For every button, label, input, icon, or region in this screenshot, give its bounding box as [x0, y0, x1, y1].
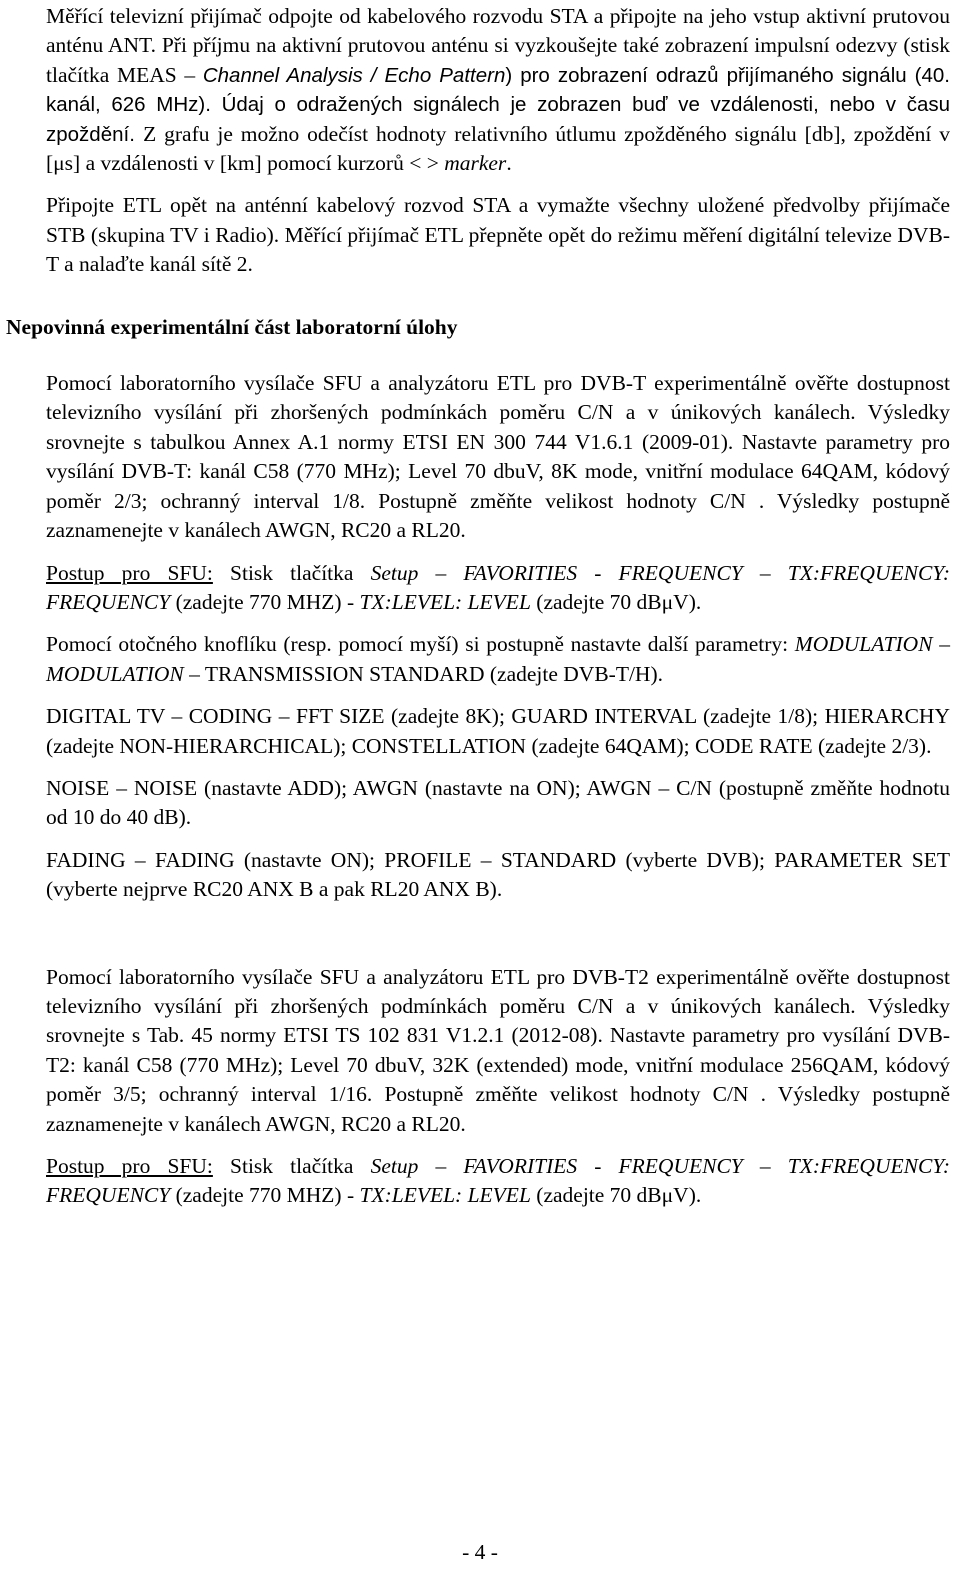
item-text: ) pro zobrazení odrazů přijímaného signálu (40. kanál, 626 MHz). Údaj o odražených signálech je zobrazen buď ve vzdálenosti, nebo v času zpoždění. [46, 63, 950, 146]
procedure-text: (zadejte 770 MHZ) - [170, 1183, 360, 1208]
procedure-text: (zadejte 770 MHZ) - [170, 589, 360, 614]
procedure-label: Postup pro SFU: [46, 1154, 213, 1178]
item-text: Měřící televizní přijímač odpojte od kabelového rozvodu STA a připojte na jeho vstup aktivní prutovou anténu ANT. Při příjmu na aktivní prutovou anténu si vyzkoušejte také zobrazení impulsní odezvy (stisk tlačítka MEAS – [46, 4, 950, 87]
procedure-path: TX:LEVEL: LEVEL [359, 1183, 531, 1208]
item-9-knob [6, 630, 950, 689]
item-number [6, 191, 46, 220]
procedure-text: Stisk tlačítka [212, 560, 371, 585]
item-10 [6, 963, 950, 1139]
item-text: . [506, 151, 512, 176]
procedure-text: (zadejte 70 dBμV). [530, 589, 702, 614]
knob-path: MODULATION – MODULATION [46, 632, 950, 686]
item-text: Pomocí laboratorního vysílače SFU a analyzátoru ETL pro DVB-T2 experimentálně ověřte dostupnost televizního vysílání při zhoršených podmínkách poměru C/N a v únikových kanálech. Výsledky srovnejte s Tab. 45 normy ETSI TS 102 831 V1.2.1 (2012-08). Nastavte parametry pro vysílání DVB-T2: kanál C58 (770 MHz); Level 70 dbuV, 32K (extended) mode, vnitřní modulace 256QAM, kódový poměr 3/5; ochranný interval 1/16. Postupně změňte velikost hodnoty C/N . Výsledky postupně zaznamenejte v kanálech AWGN, RC20 a RL20. [46, 964, 950, 1136]
item-8 [6, 191, 950, 279]
item-number [6, 2, 46, 31]
item-10-procedure [6, 1152, 950, 1211]
procedure-label: Postup pro SFU: [46, 560, 213, 585]
knob-text: Pomocí otočného knoflíku (resp. pomocí myší) si postupně nastavte další parametry: [46, 632, 795, 657]
item-9-procedure [6, 559, 950, 618]
item-9-noise: NOISE – NOISE (nastavte ADD); AWGN (nastavte na ON); AWGN – C/N (postupně změňte hodnotu od 10 do 40 dB). [46, 775, 950, 830]
item-9-fading: FADING – FADING (nastavte ON); PROFILE – STANDARD (vyberte DVB); PARAMETER SET (vyberte nejprve RC20 ANX B a pak RL20 ANX B). [46, 847, 950, 902]
item-number [6, 963, 46, 992]
item-9-digital: DIGITAL TV – CODING – FFT SIZE (zadejte 8K); GUARD INTERVAL (zadejte 1/8); HIERARCHY (zadejte NON-HIERARCHICAL); CONSTELLATION (zadejte 64QAM); CODE RATE (zadejte 2/3). [46, 704, 950, 758]
item-text: Pomocí laboratorního vysílače SFU a analyzátoru ETL pro DVB-T experimentálně ověřte dostupnost televizního vysílání při zhoršených podmínkách poměru C/N a v únikových kanálech. Výsledky srovnejte s tabulkou Annex A.1 normy ETSI EN 300 744 V1.6.1 (2009-01). Nastavte parametry pro vysílání DVB-T: kanál C58 (770 MHz); Level 70 dbuV, 8K mode, vnitřní modulace 64QAM, kódový poměr 2/3; ochranný interval 1/8. Postupně změňte velikost hodnoty C/N . Výsledky postupně zaznamenejte v kanálech AWGN, RC20 a RL20. [46, 371, 950, 543]
document-page [6, 2, 950, 1211]
page-number: - 4 - [462, 1540, 498, 1564]
procedure-path: Setup – FAVORITIES - FREQUENCY – TX:FREQUENCY: FREQUENCY [46, 560, 951, 614]
procedure-path: TX:LEVEL: LEVEL [359, 589, 531, 614]
procedure-text: (zadejte 70 dBμV). [530, 1183, 702, 1208]
menu-path: Channel Analysis / Echo Pattern [202, 63, 506, 87]
procedure-text: Stisk tlačítka [212, 1154, 371, 1178]
item-number [6, 369, 46, 398]
marker-term: marker [444, 151, 507, 176]
item-text: Připojte ETL opět na anténní kabelový rozvod STA a vymažte všechny uložené předvolby přijímače STB (skupina TV i Radio). Měřící přijímač ETL přepněte opět do režimu měření digitální televize DVB-T a nalaďte kanál sítě 2. [46, 193, 950, 277]
procedure-path: Setup – FAVORITIES - FREQUENCY – TX:FREQUENCY: FREQUENCY [46, 1154, 951, 1208]
item-7 [6, 2, 950, 178]
item-text: Z grafu je možno odečíst hodnoty relativního útlumu zpožděného signálu [db], zpoždění v [μs] a vzdálenosti v [km] pomocí kurzorů < > [46, 121, 950, 176]
item-9 [6, 369, 950, 545]
knob-text: – TRANSMISSION STANDARD (zadejte DVB-T/H). [183, 661, 663, 686]
section-heading: Nepovinná experimentální část laboratorní úlohy [6, 314, 458, 339]
